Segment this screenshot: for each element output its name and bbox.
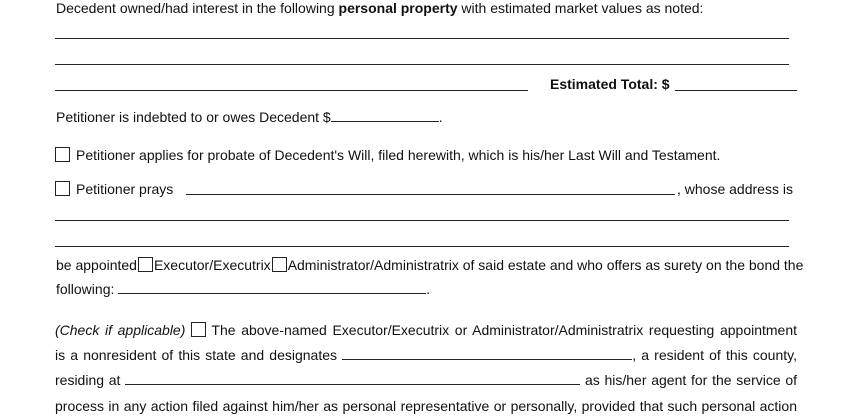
agent-for-service-label: as his/her agent for the service of [584,372,798,388]
nonresident-line-2 [55,347,797,363]
property-line-2[interactable] [55,64,789,65]
intro-prefix: Decedent owned/had interest in the following [56,0,339,16]
nonresident-line-4 [55,398,797,414]
residing-at-label: residing at [55,372,121,388]
indebted-suffix: . [438,109,443,125]
appointed-prefix: be appointed [56,257,137,273]
executor-checkbox[interactable] [138,257,153,272]
nonresident-line-3 [55,372,797,388]
process-text: process in any action filed against him/her as personal representative or personally, provided that such personal action [55,398,797,414]
following-suffix: . [426,281,431,297]
nonresident-text-1: The above-named Executor/Executrix or Administrator/Administratrix requesting appointment [211,322,798,338]
executor-label: Executor/Executrix [153,257,271,273]
address-line-1[interactable] [55,220,789,221]
property-line-3[interactable] [55,90,528,91]
administrator-label: Administrator/Administratrix of said estate and who offers as surety on the bond the [287,257,804,273]
check-if-applicable-label: (Check if applicable) [55,322,186,338]
estimated-total-field[interactable] [675,90,797,91]
property-line-1[interactable] [55,38,789,39]
estimated-total-label: Estimated Total: $ [550,76,670,92]
surety-field[interactable] [118,281,426,294]
nonresident-checkbox[interactable] [191,322,206,337]
indebted-statement [56,109,443,125]
personal-property-intro [56,0,703,16]
agent-residence-field[interactable] [125,372,580,385]
following-line [56,281,430,297]
indebted-amount-field[interactable] [331,109,439,122]
resident-of-county-label: , a resident of this county, [632,347,797,363]
intro-suffix: with estimated market values as noted: [457,0,704,16]
prays-checkbox[interactable] [55,181,70,196]
intro-bold-term: personal property [338,0,458,16]
prays-label: Petitioner prays [76,181,174,197]
designates-label: is a nonresident of this state and designates [55,347,338,363]
nonresident-line-1 [55,322,797,338]
probate-checkbox[interactable] [55,147,70,162]
whose-address-label: , whose address is [677,181,793,197]
agent-name-field[interactable] [342,347,632,360]
prays-name-field[interactable] [186,194,675,195]
probate-option-label: Petitioner applies for probate of Decedent's Will, filed herewith, which is his/her Last Will and Testament. [76,147,721,163]
address-line-2[interactable] [55,246,789,247]
administrator-checkbox[interactable] [272,257,287,272]
following-label: following: [56,281,115,297]
appointment-line [56,257,803,273]
indebted-prefix: Petitioner is indebted to or owes Decedent $ [56,109,331,125]
